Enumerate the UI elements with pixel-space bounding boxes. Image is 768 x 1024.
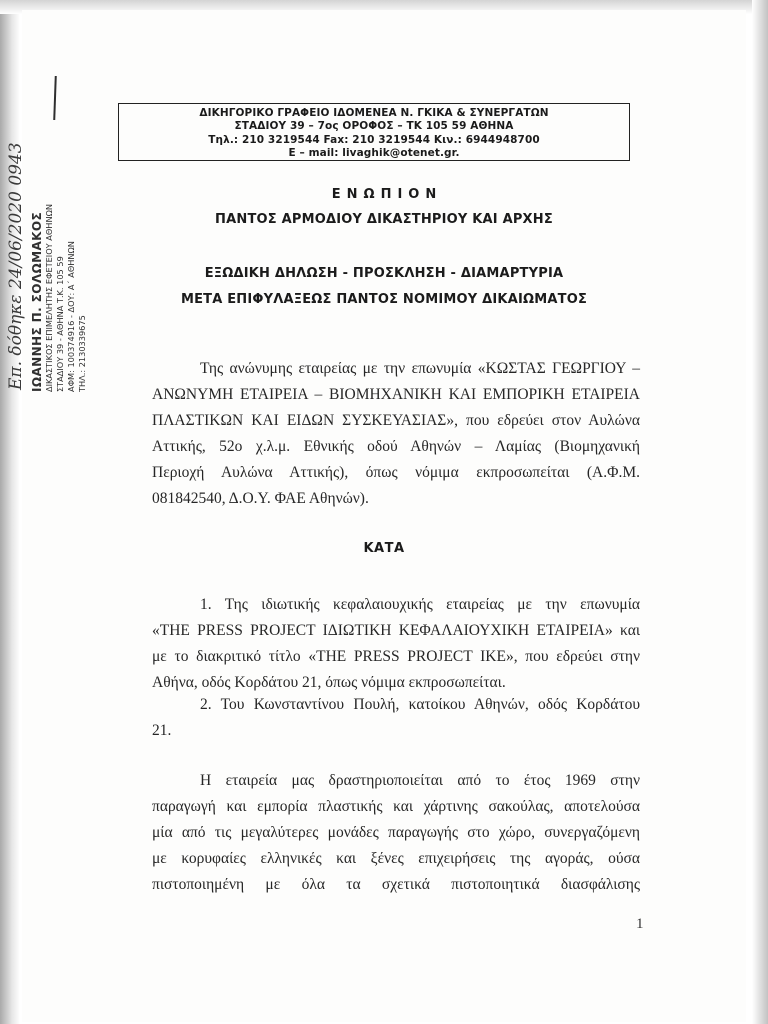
- paragraph-respondent-2: [152, 692, 640, 744]
- text-line: 1. Της ιδιωτικής κεφαλαιουχικής εταιρείας με την επωνυμία: [200, 596, 640, 613]
- text-line: ΑΝΩΝΥΜΗ ΕΤΑΙΡΕΙΑ – ΒΙΟΜΗΧΑΝΙΚΗ ΚΑΙ ΕΜΠΟΡΙΚΗ ΕΤΑΙΡΕΙΑ: [152, 386, 640, 403]
- heading-against: ΚΑΤΑ: [363, 541, 405, 556]
- stamp-tax: ΑΦΜ: 100374916 - ΔΟΥ: Α΄ ΑΘΗΝΩΝ: [66, 241, 76, 392]
- text-line: «THE PRESS PROJECT ΙΔΙΩΤΙΚΗ ΚΕΦΑΛΑΙΟΥΧΙΚΗ ΕΤΑΙΡΕΙΑ» και: [152, 622, 640, 639]
- stamp-address: ΣΤΑΔΙΟΥ 39 - ΑΘΗΝΑ Τ.Κ. 105 59: [55, 256, 65, 392]
- paragraph-company-background: [152, 768, 640, 898]
- letterhead-phones: Τηλ.: 210 3219544 Fax: 210 3219544 Κιν.: 6944948700: [208, 133, 540, 146]
- scan-shadow-right: [752, 0, 768, 1024]
- text-line: πιστοποιημένη με όλα τα σχετικά πιστοποιητικά διασφάλισης: [152, 876, 640, 893]
- handwritten-service-note: Επ. δόθηκε 24/06/2020 0943: [6, 142, 26, 390]
- text-line: μία από τις μεγαλύτερες μονάδες παραγωγής στο χώρο, συνεργαζόμενη: [152, 824, 640, 841]
- letterhead-address: ΣΤΑΔΙΟΥ 39 – 7ος ΟΡΟΦΟΣ – ΤΚ 105 59 ΑΘΗΝΑ: [234, 120, 514, 133]
- text-line: 081842540, Δ.Ο.Υ. ΦΑΕ Αθηνών).: [152, 490, 369, 507]
- text-line: Αθήνα, οδός Κορδάτου 21, όπως νόμιμα εκπροσωπείται.: [152, 674, 506, 691]
- text-line: με κορυφαίες ελληνικές και ξένες επιχειρήσεις της αγοράς, ούσα: [152, 850, 640, 867]
- letterhead-email: E – mail: livaghik@otenet.gr.: [288, 147, 460, 160]
- text-line: παραγωγή και εμπορία πλαστικής και χάρτινης σακούλας, αποτελούσα: [152, 798, 640, 815]
- page-number: 1: [636, 916, 644, 932]
- text-line: με το διακριτικό τίτλο «THE PRESS PROJECT IKE», που εδρεύει στην: [152, 648, 640, 665]
- stamp-role: ΔΙΚΑΣΤΙΚΟΣ ΕΠΙΜΕΛΗΤΗΣ ΕΦΕΤΕΙΟΥ ΑΘΗΝΩΝ: [44, 204, 54, 392]
- text-line: Αττικής, 52ο χ.λ.μ. Εθνικής οδού Αθηνών – Λαμίας (Βιομηχανική: [152, 438, 640, 455]
- letterhead-office-name: ΔΙΚΗΓΟΡΙΚΟ ΓΡΑΦΕΙΟ ΙΔΟΜΕΝΕΑ Ν. ΓΚΙΚΑ & ΣΥΝΕΡΓΑΤΩΝ: [199, 107, 549, 119]
- text-line: 21.: [152, 722, 172, 739]
- law-office-letterhead: [118, 103, 630, 161]
- heading-before: ΕΝΩΠΙΟΝ: [331, 187, 443, 202]
- text-line: ΠΛΑΣΤΙΚΩΝ ΚΑΙ ΕΙΔΩΝ ΣΥΣΚΕΥΑΣΙΑΣ», που εδρεύει στον Αυλώνα: [152, 412, 640, 429]
- heading-reservation: ΜΕΤΑ ΕΠΙΦΥΛΑΞΕΩΣ ΠΑΝΤΟΣ ΝΟΜΙΜΟΥ ΔΙΚΑΙΩΜΑΤΟΣ: [180, 292, 588, 307]
- heading-document-type: ΕΞΩΔΙΚΗ ΔΗΛΩΣΗ - ΠΡΟΣΚΛΗΣΗ - ΔΙΑΜΑΡΤΥΡΙΑ: [204, 266, 564, 281]
- paragraph-claimant: [152, 356, 640, 512]
- stamp-name: ΙΩΑΝΝΗΣ Π. ΣΟΛΩΜΑΚΟΣ: [30, 211, 44, 392]
- text-line: Της ανώνυμης εταιρείας με την επωνυμία «ΚΩΣΤΑΣ ΓΕΩΡΓΙΟΥ –: [200, 360, 640, 377]
- heading-authority: ΠΑΝΤΟΣ ΑΡΜΟΔΙΟΥ ΔΙΚΑΣΤΗΡΙΟΥ ΚΑΙ ΑΡΧΗΣ: [215, 212, 553, 227]
- text-line: Περιοχή Αυλώνα Αττικής), όπως νόμιμα εκπροσωπείται (Α.Φ.Μ.: [152, 464, 640, 481]
- stamp-phone: ΤΗΛ.: 2130339675: [77, 315, 87, 392]
- text-line: 2. Του Κωνσταντίνου Πουλή, κατοίκου Αθηνών, οδός Κορδάτου: [200, 696, 640, 713]
- text-line: Η εταιρεία μας δραστηριοποιείται από το έτος 1969 στην: [200, 772, 640, 789]
- paragraph-respondent-1: [152, 592, 640, 696]
